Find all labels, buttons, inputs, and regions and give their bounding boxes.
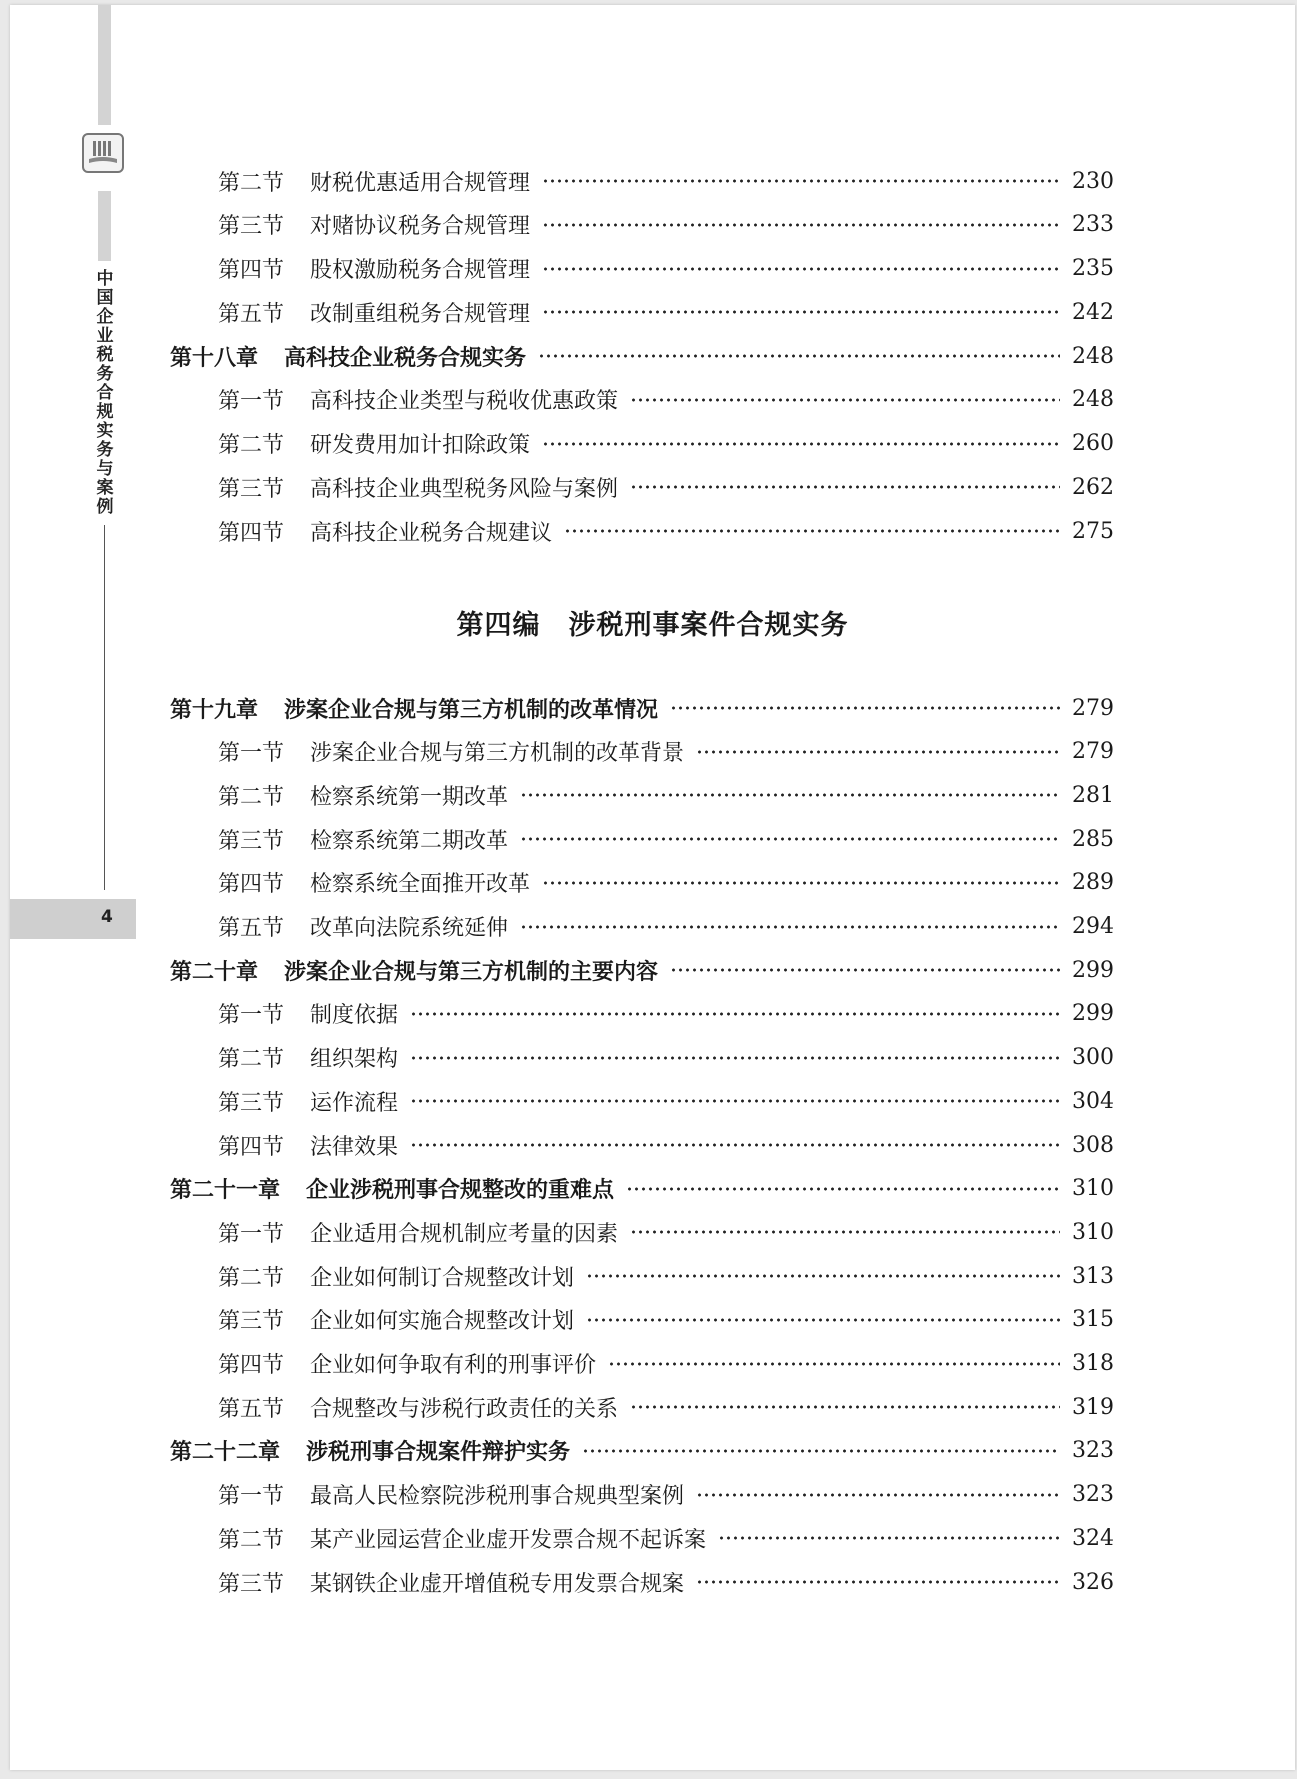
toc-dot-leader — [542, 310, 1060, 314]
toc-entry-title: 高科技企业典型税务风险与案例 — [310, 476, 619, 502]
toc-entry-title: 企业如何争取有利的刑事评价 — [310, 1353, 597, 1378]
toc-entry-label: 第四节 — [218, 258, 285, 283]
toc-entry-title: 最高人民检察院涉税刑事合规典型案例 — [310, 1484, 685, 1510]
toc-entry-page: 285 — [1072, 826, 1114, 852]
toc-entry-title: 财税优惠适用合规管理 — [310, 170, 531, 196]
toc-entry-label: 第四节 — [218, 1353, 285, 1378]
toc-section-entry — [218, 735, 1114, 769]
toc-section-entry — [218, 208, 1114, 242]
toc-dot-leader — [586, 1318, 1060, 1322]
toc-chapter-entry — [170, 1172, 1114, 1206]
toc-entry-page: 310 — [1072, 1176, 1114, 1202]
toc-entry-title: 检察系统第二期改革 — [310, 828, 509, 854]
toc-entry-label: 第二十二章 — [170, 1440, 281, 1466]
toc-entry-page: 318 — [1072, 1351, 1114, 1376]
toc-entry-page: 319 — [1072, 1394, 1114, 1420]
toc-entry-page: 299 — [1072, 1001, 1114, 1027]
toc-entry-label: 第三节 — [218, 476, 285, 502]
toc-entry-label: 第二十章 — [170, 959, 259, 985]
toc-section-entry — [218, 1390, 1114, 1424]
page-number: 4 — [101, 907, 113, 927]
toc-dot-leader — [582, 1449, 1060, 1453]
toc-entry-label: 第二节 — [218, 1265, 285, 1291]
toc-section-entry — [218, 1041, 1114, 1075]
toc-entry-label: 第一节 — [218, 1221, 285, 1247]
toc-entry-title: 涉案企业合规与第三方机制的主要内容 — [284, 959, 659, 985]
toc-chapter-entry — [170, 953, 1114, 987]
toc-dot-leader — [670, 706, 1060, 710]
toc-entry-title: 股权激励税务合规管理 — [310, 258, 531, 283]
toc-entry-label: 第十九章 — [170, 697, 259, 723]
toc-entry-page: 248 — [1072, 343, 1114, 369]
toc-entry-page: 262 — [1072, 474, 1114, 500]
toc-section-entry — [218, 910, 1114, 944]
toc-dot-leader — [520, 837, 1060, 841]
toc-entry-title: 组织架构 — [310, 1047, 399, 1073]
toc-section-entry — [218, 1215, 1114, 1249]
toc-entry-page: 323 — [1072, 1438, 1114, 1464]
toc-entry-title: 检察系统第一期改革 — [310, 784, 509, 810]
toc-dot-leader — [542, 267, 1060, 271]
toc-entry-page: 315 — [1072, 1307, 1114, 1333]
toc-dot-leader — [630, 398, 1060, 402]
toc-entry-page: 323 — [1072, 1482, 1114, 1508]
toc-entry-page: 242 — [1072, 299, 1114, 325]
toc-section-entry — [218, 1565, 1114, 1599]
toc-dot-leader — [410, 1056, 1060, 1060]
toc-dot-leader — [542, 179, 1060, 183]
toc-dot-leader — [586, 1274, 1060, 1278]
toc-dot-leader — [538, 354, 1060, 358]
toc-entry-page: 313 — [1072, 1263, 1114, 1289]
toc-section-entry — [218, 778, 1114, 812]
toc-entry-label: 第一节 — [218, 1484, 285, 1510]
toc-section-entry — [218, 866, 1114, 900]
page-number-tab — [10, 899, 136, 939]
toc-entry-label: 第三节 — [218, 1571, 285, 1597]
toc-entry-page: 281 — [1072, 782, 1114, 808]
toc-dot-leader — [630, 485, 1060, 489]
toc-entry-label: 第四节 — [218, 1134, 285, 1160]
toc-dot-leader — [410, 1143, 1060, 1147]
toc-section-entry — [218, 1259, 1114, 1293]
toc-chapter-entry — [170, 691, 1114, 725]
toc-entry-title: 涉案企业合规与第三方机制的改革背景 — [310, 741, 685, 767]
toc-section-entry — [218, 427, 1114, 461]
toc-section-entry — [218, 1084, 1114, 1118]
toc-entry-title: 涉案企业合规与第三方机制的改革情况 — [284, 697, 659, 723]
toc-entry-label: 第三节 — [218, 828, 285, 854]
toc-entry-title: 高科技企业税务合规实务 — [284, 345, 527, 371]
toc-entry-title: 涉税刑事合规案件辩护实务 — [306, 1440, 571, 1466]
toc-entry-page: 326 — [1072, 1569, 1114, 1595]
toc-entry-label: 第五节 — [218, 916, 285, 941]
part-heading: 第四编 涉税刑事案件合规实务 — [456, 610, 849, 641]
toc-section-entry — [218, 1478, 1114, 1512]
toc-section-entry — [218, 1347, 1114, 1381]
toc-entry-title: 企业涉税刑事合规整改的重难点 — [306, 1178, 615, 1204]
toc-section-entry — [218, 383, 1114, 417]
toc-dot-leader — [542, 881, 1060, 885]
toc-entry-page: 310 — [1072, 1219, 1114, 1245]
toc-section-entry — [218, 1128, 1114, 1162]
toc-entry-title: 企业如何实施合规整改计划 — [310, 1309, 575, 1335]
toc-entry-page: 324 — [1072, 1525, 1114, 1551]
toc-section-entry — [218, 514, 1114, 548]
toc-entry-label: 第五节 — [218, 1396, 285, 1422]
toc-entry-title: 运作流程 — [310, 1090, 399, 1116]
toc-section-entry — [218, 252, 1114, 286]
toc-entry-title: 合规整改与涉税行政责任的关系 — [310, 1396, 619, 1422]
toc-entry-label: 第三节 — [218, 1090, 285, 1116]
toc-section-entry — [218, 470, 1114, 504]
toc-entry-title: 检察系统全面推开改革 — [310, 872, 531, 898]
toc-dot-leader — [520, 925, 1060, 929]
spine-rule — [104, 525, 105, 890]
toc-entry-label: 第二节 — [218, 433, 285, 458]
spine-decoration-bar — [98, 5, 111, 125]
toc-chapter-entry — [170, 339, 1114, 373]
toc-entry-page: 275 — [1072, 518, 1114, 544]
toc-entry-label: 第二节 — [218, 784, 285, 810]
toc-section-entry — [218, 1303, 1114, 1337]
toc-entry-label: 第二节 — [218, 1047, 285, 1073]
toc-dot-leader — [696, 1580, 1060, 1584]
toc-dot-leader — [608, 1362, 1060, 1366]
toc-dot-leader — [630, 1405, 1060, 1409]
toc-entry-title: 某产业园运营企业虚开发票合规不起诉案 — [310, 1527, 707, 1553]
toc-dot-leader — [410, 1099, 1060, 1103]
toc-dot-leader — [626, 1187, 1060, 1191]
toc-entry-label: 第十八章 — [170, 345, 259, 371]
toc-entry-title: 高科技企业税务合规建议 — [310, 520, 553, 546]
toc-entry-title: 研发费用加计扣除政策 — [310, 433, 531, 458]
toc-dot-leader — [696, 750, 1060, 754]
toc-section-entry — [218, 295, 1114, 329]
toc-dot-leader — [520, 793, 1060, 797]
toc-entry-page: 308 — [1072, 1132, 1114, 1158]
toc-section-entry — [218, 997, 1114, 1031]
toc-entry-title: 改革向法院系统延伸 — [310, 916, 509, 941]
toc-entry-page: 235 — [1072, 256, 1114, 281]
toc-entry-page: 260 — [1072, 431, 1114, 456]
toc-entry-label: 第三节 — [218, 214, 285, 240]
toc-entry-page: 279 — [1072, 695, 1114, 721]
toc-entry-label: 第二十一章 — [170, 1178, 281, 1204]
toc-section-entry — [218, 1521, 1114, 1555]
toc-entry-title: 企业适用合规机制应考量的因素 — [310, 1221, 619, 1247]
toc-entry-title: 法律效果 — [310, 1134, 399, 1160]
toc-entry-label: 第一节 — [218, 741, 285, 767]
toc-section-entry — [218, 822, 1114, 856]
toc-dot-leader — [630, 1230, 1060, 1234]
toc-entry-page: 230 — [1072, 168, 1114, 194]
toc-dot-leader — [542, 223, 1060, 227]
document-page — [10, 5, 1295, 1770]
toc-entry-label: 第四节 — [218, 520, 285, 546]
toc-entry-label: 第一节 — [218, 1003, 285, 1029]
toc-entry-label: 第三节 — [218, 1309, 285, 1335]
toc-entry-page: 300 — [1072, 1045, 1114, 1071]
toc-dot-leader — [670, 968, 1060, 972]
toc-dot-leader — [410, 1012, 1060, 1016]
toc-dot-leader — [542, 442, 1060, 446]
toc-chapter-entry — [170, 1434, 1114, 1468]
toc-entry-page: 233 — [1072, 212, 1114, 238]
toc-dot-leader — [564, 529, 1060, 533]
spine-decoration-bar — [98, 191, 111, 261]
toc-dot-leader — [696, 1493, 1060, 1497]
toc-dot-leader — [718, 1536, 1060, 1540]
toc-entry-label: 第二节 — [218, 1527, 285, 1553]
spine-book-title: 中国企业税务合规实务与案例 — [96, 269, 114, 517]
book-logo-icon — [82, 133, 124, 173]
toc-entry-label: 第四节 — [218, 872, 285, 898]
toc-entry-label: 第一节 — [218, 389, 285, 415]
toc-entry-page: 289 — [1072, 870, 1114, 896]
toc-entry-label: 第五节 — [218, 301, 285, 327]
toc-entry-label: 第二节 — [218, 170, 285, 196]
toc-entry-page: 299 — [1072, 957, 1114, 983]
toc-entry-title: 改制重组税务合规管理 — [310, 301, 531, 327]
toc-entry-title: 企业如何制订合规整改计划 — [310, 1265, 575, 1291]
toc-section-entry — [218, 164, 1114, 198]
toc-entry-title: 制度依据 — [310, 1003, 399, 1029]
toc-entry-page: 248 — [1072, 387, 1114, 413]
toc-entry-title: 某钢铁企业虚开增值税专用发票合规案 — [310, 1571, 685, 1597]
toc-entry-page: 279 — [1072, 739, 1114, 765]
toc-entry-page: 294 — [1072, 914, 1114, 939]
toc-entry-title: 对赌协议税务合规管理 — [310, 214, 531, 240]
toc-entry-page: 304 — [1072, 1088, 1114, 1114]
toc-entry-title: 高科技企业类型与税收优惠政策 — [310, 389, 619, 415]
